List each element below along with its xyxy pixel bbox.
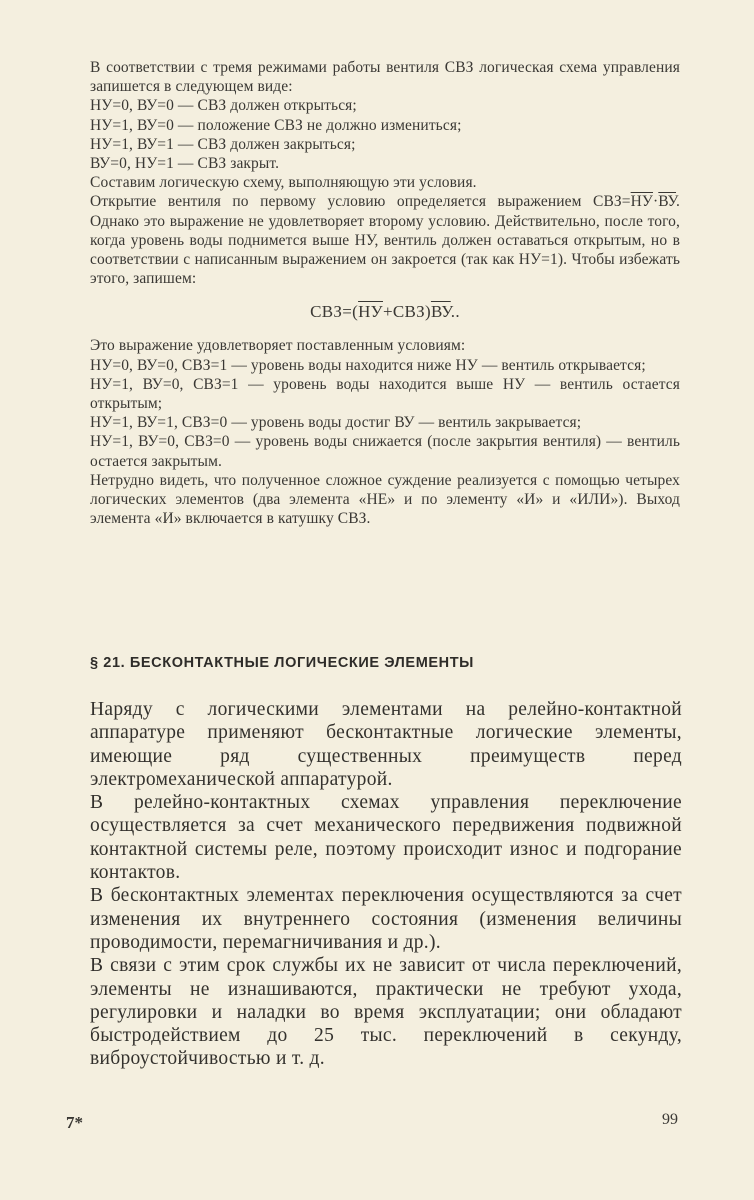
condition-1: НУ=0, ВУ=0 — СВЗ должен открыться;: [90, 97, 357, 115]
formula-part-2: +СВЗ): [382, 302, 431, 322]
conclusion-paragraph: Нетрудно видеть, что полученное сложное суждение реализуется с помощью четырех логических элементов (два элемента «НЕ» и по элементу «И» и «ИЛИ»). Выход элемента «И» включается в катушку СВЗ.: [90, 471, 680, 528]
section-paragraph-1: Наряду с логическими элементами на релейно-контактной аппаратуре применяют бесконтактные логические элементы, имеющие ряд существенных преимуществ перед электромеханической аппаратурой.: [90, 699, 682, 790]
opening-nu-inverted: НУ: [630, 193, 654, 211]
section-paragraph-4: В связи с этим срок службы их не зависит от числа переключений, элементы не изнашиваются, практически не требуют ухода, регулировки и наладки во время эксплуатации; они обладают быстродействием до 25 тыс. переключений в секунду, виброустойчивостью и т. д.: [90, 955, 682, 1070]
page-number: 99: [662, 1111, 678, 1128]
formula-part-1: СВЗ=(: [310, 302, 359, 322]
formula-part-3: ..: [450, 302, 460, 322]
formula-vu-inverted: ВУ: [430, 302, 451, 322]
condition-4: ВУ=0, НУ=1 — СВЗ закрыт.: [90, 155, 280, 173]
formula-nu-inverted: НУ: [358, 302, 383, 322]
formula: [90, 302, 680, 322]
condition-2: НУ=1, ВУ=0 — положение СВЗ не должно измениться;: [90, 116, 462, 134]
section-heading: § 21. БЕСКОНТАКТНЫЕ ЛОГИЧЕСКИЕ ЭЛЕМЕНТЫ: [90, 655, 474, 671]
opening-paragraph: [90, 192, 680, 288]
state-4: НУ=1, ВУ=0, СВЗ=0 — уровень воды снижается (после закрытия вентиля) — вентиль остается закрытым.: [90, 433, 680, 470]
section-paragraph-2: В релейно-контактных схемах управления переключение осуществляется за счет механического передвижения подвижной контактной системы реле, поэтому происходит износ и подгорание контактов.: [90, 792, 682, 884]
compose-paragraph: Составим логическую схему, выполняющую эти условия.: [90, 174, 477, 192]
state-2: НУ=1, ВУ=0, СВЗ=1 — уровень воды находится выше НУ — вентиль остается открытым;: [90, 375, 680, 413]
state-3: НУ=1, ВУ=1, СВЗ=0 — уровень воды достиг ВУ — вентиль закрывается;: [90, 414, 582, 432]
condition-3: НУ=1, ВУ=1 — СВЗ должен закрыться;: [90, 135, 356, 153]
section-paragraph-3: В бесконтактных элементах переключения осуществляются за счет изменения их внутреннего состояния (изменения величины проводимости, перемагничивания и др.).: [90, 885, 682, 953]
opening-text-2: . Однако это выражение не удовлетворяет второму условию. Действительно, после того, когда уровень воды поднимется выше НУ, вентиль должен оставаться открытым, но в соответствии с написанным выражением он закроется (так как НУ=1). Чтобы избежать этого, запишем:: [90, 193, 680, 288]
opening-text-1: Открытие вентиля по первому условию определяется выражением СВЗ=: [90, 193, 631, 211]
satisfies-paragraph: Это выражение удовлетворяет поставленным условиям:: [90, 337, 466, 355]
upper-text-block: [90, 58, 680, 528]
opening-vu-inverted: ВУ: [658, 193, 677, 211]
intro-paragraph: В соответствии с тремя режимами работы вентиля СВЗ логическая схема управления запишется в следующем виде:: [90, 59, 680, 96]
opening-dot: ·: [653, 193, 659, 211]
section-body: [90, 698, 682, 1071]
state-1: НУ=0, ВУ=0, СВЗ=1 — уровень воды находится ниже НУ — вентиль открывается;: [90, 356, 646, 374]
signature-mark: 7*: [66, 1113, 83, 1132]
